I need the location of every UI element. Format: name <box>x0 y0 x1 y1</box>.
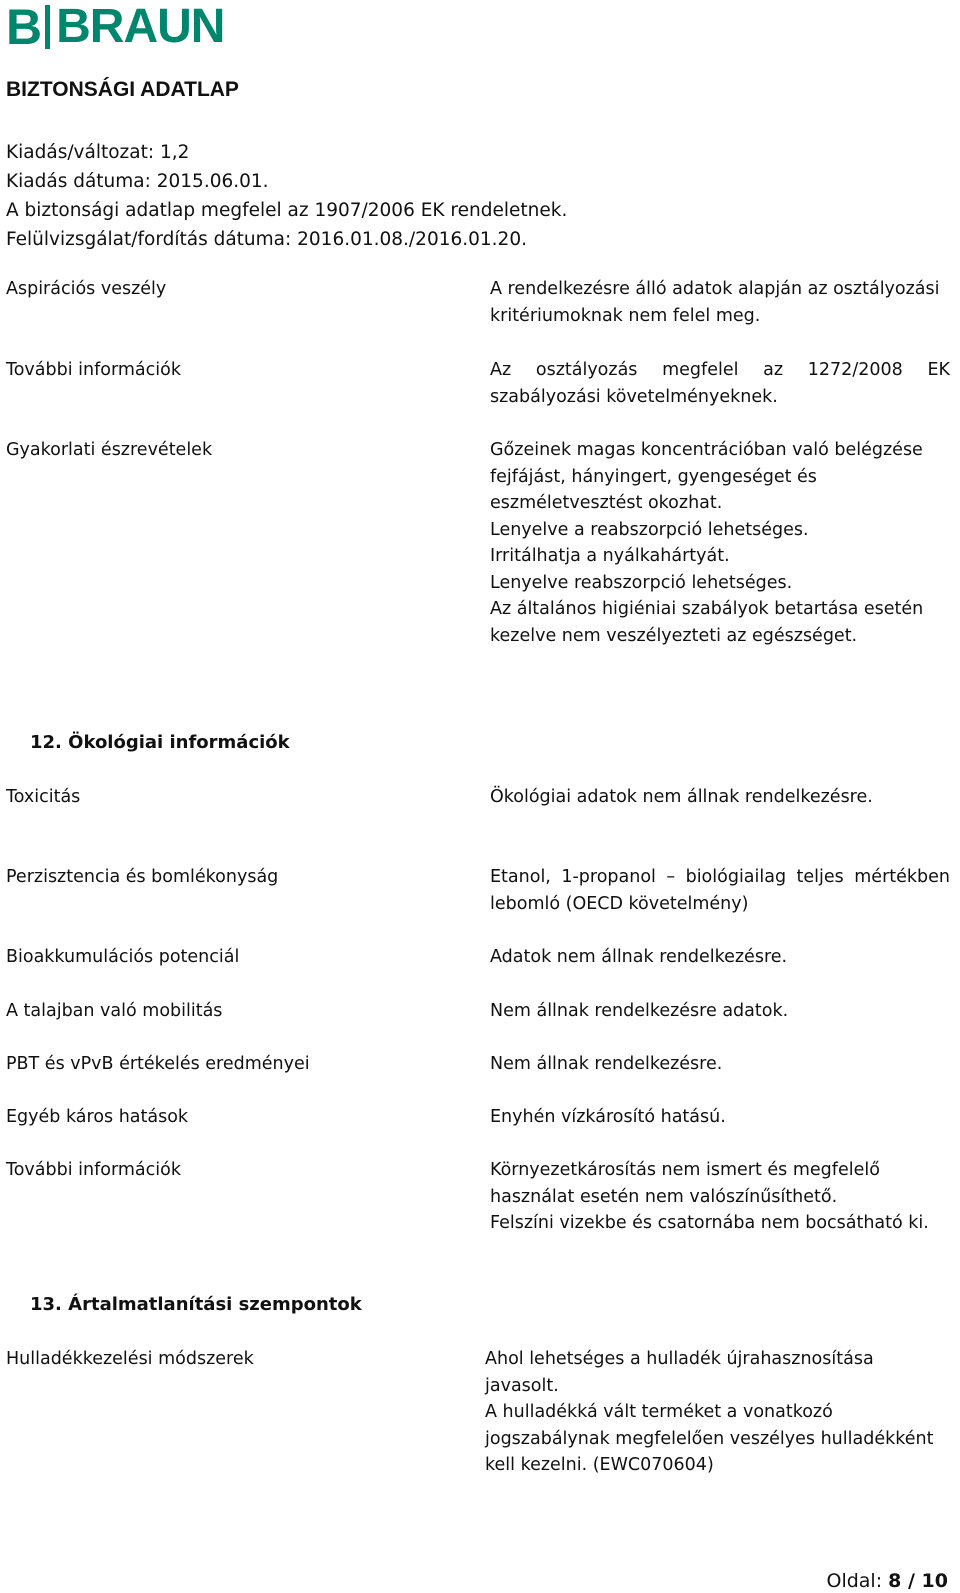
row-label-toxicity: Toxicitás <box>6 787 81 807</box>
value-line: Gőzeinek magas koncentrációban való belégzése fejfájást, hányingert, gyengeséget és eszméletvesztést okozhat. <box>490 440 923 513</box>
value-line: Adatok nem állnak rendelkezésre. <box>490 947 788 967</box>
value-line: Ökológiai adatok nem állnak rendelkezésre. <box>490 787 873 807</box>
row-label-further-info: További információk <box>6 360 181 380</box>
row-value-aspiration <box>490 276 950 329</box>
row-value-persistence <box>490 864 950 917</box>
row-value-toxicity <box>490 784 950 811</box>
row-label-pbt: PBT és vPvB értékelés eredményei <box>6 1054 310 1074</box>
row-label-other-effects: Egyéb káros hatások <box>6 1107 189 1127</box>
value-line: Nem állnak rendelkezésre. <box>490 1054 723 1074</box>
page-label: Oldal: <box>826 1570 883 1592</box>
row-value-soil-mobility <box>490 998 950 1025</box>
value-line: Enyhén vízkárosító hatású. <box>490 1107 726 1127</box>
row-label-aspiration: Aspirációs veszély <box>6 279 167 299</box>
logo-bar <box>45 5 50 49</box>
page-footer <box>826 1570 948 1592</box>
document-title: BIZTONSÁGI ADATLAP <box>6 78 239 101</box>
row-value-further-info <box>490 357 950 410</box>
value-line: Ahol lehetséges a hulladék újrahasznosítása javasolt. <box>485 1349 874 1396</box>
value-line: Lenyelve a reabszorpció lehetséges. <box>490 519 809 540</box>
page-number: 8 / 10 <box>888 1570 948 1592</box>
row-label-waste-methods: Hulladékkezelési módszerek <box>6 1349 254 1369</box>
row-value-other-effects <box>490 1104 950 1131</box>
row-value-practical-notes <box>490 437 950 649</box>
value-line: Környezetkárosítás nem ismert és megfelelő használat esetén nem valószínűsíthető. <box>490 1160 880 1207</box>
value-line: A rendelkezésre álló adatok alapján az osztályozási kritériumoknak nem felel meg. <box>490 279 940 326</box>
section-13-title: 13. Ártalmatlanítási szempontok <box>30 1294 362 1315</box>
section-12-title: 12. Ökológiai információk <box>30 732 290 753</box>
value-line: A hulladékká vált terméket a vonatkozó jogszabálynak megfelelően veszélyes hulladékként kell kezelni. (EWC070604) <box>485 1402 934 1475</box>
row-value-eco-further-info <box>490 1157 950 1237</box>
document-meta <box>6 138 567 254</box>
row-label-soil-mobility: A talajban való mobilitás <box>6 1001 223 1021</box>
value-line: Irritálhatja a nyálkahártyát. <box>490 546 730 566</box>
value-line: Nem állnak rendelkezésre adatok. <box>490 1001 789 1021</box>
row-label-persistence: Perzisztencia és bomlékonyság <box>6 867 279 887</box>
meta-version: Kiadás/változat: 1,2 <box>6 142 190 163</box>
row-label-practical-notes: Gyakorlati észrevételek <box>6 440 213 460</box>
value-line: Lenyelve reabszorpció lehetséges. <box>490 572 793 593</box>
value-line: Etanol, 1-propanol – biológiailag teljes mértékben lebomló (OECD követelmény) <box>490 867 950 914</box>
logo-word: BRAUN <box>56 0 225 53</box>
row-value-waste-methods <box>485 1346 945 1479</box>
value-line: Az osztályozás megfelel az 1272/2008 EK szabályozási követelményeknek. <box>490 360 950 407</box>
row-value-pbt <box>490 1051 950 1078</box>
row-label-bioaccumulation: Bioakkumulációs potenciál <box>6 947 240 967</box>
row-value-bioaccumulation <box>490 944 950 971</box>
value-line: Felszíni vizekbe és csatornába nem bocsátható ki. <box>490 1213 929 1233</box>
value-line: Az általános higiéniai szabályok betartása esetén kezelve nem veszélyezteti az egészséget. <box>490 599 924 646</box>
meta-issue-date: Kiadás dátuma: 2015.06.01. <box>6 171 269 192</box>
logo-b: B <box>6 0 42 55</box>
meta-regulation: A biztonsági adatlap megfelel az 1907/2006 EK rendeletnek. <box>6 200 568 221</box>
row-label-eco-further-info: További információk <box>6 1160 181 1180</box>
meta-revision-date: Felülvizsgálat/fordítás dátuma: 2016.01.08./2016.01.20. <box>6 229 527 250</box>
braun-logo <box>6 0 225 55</box>
